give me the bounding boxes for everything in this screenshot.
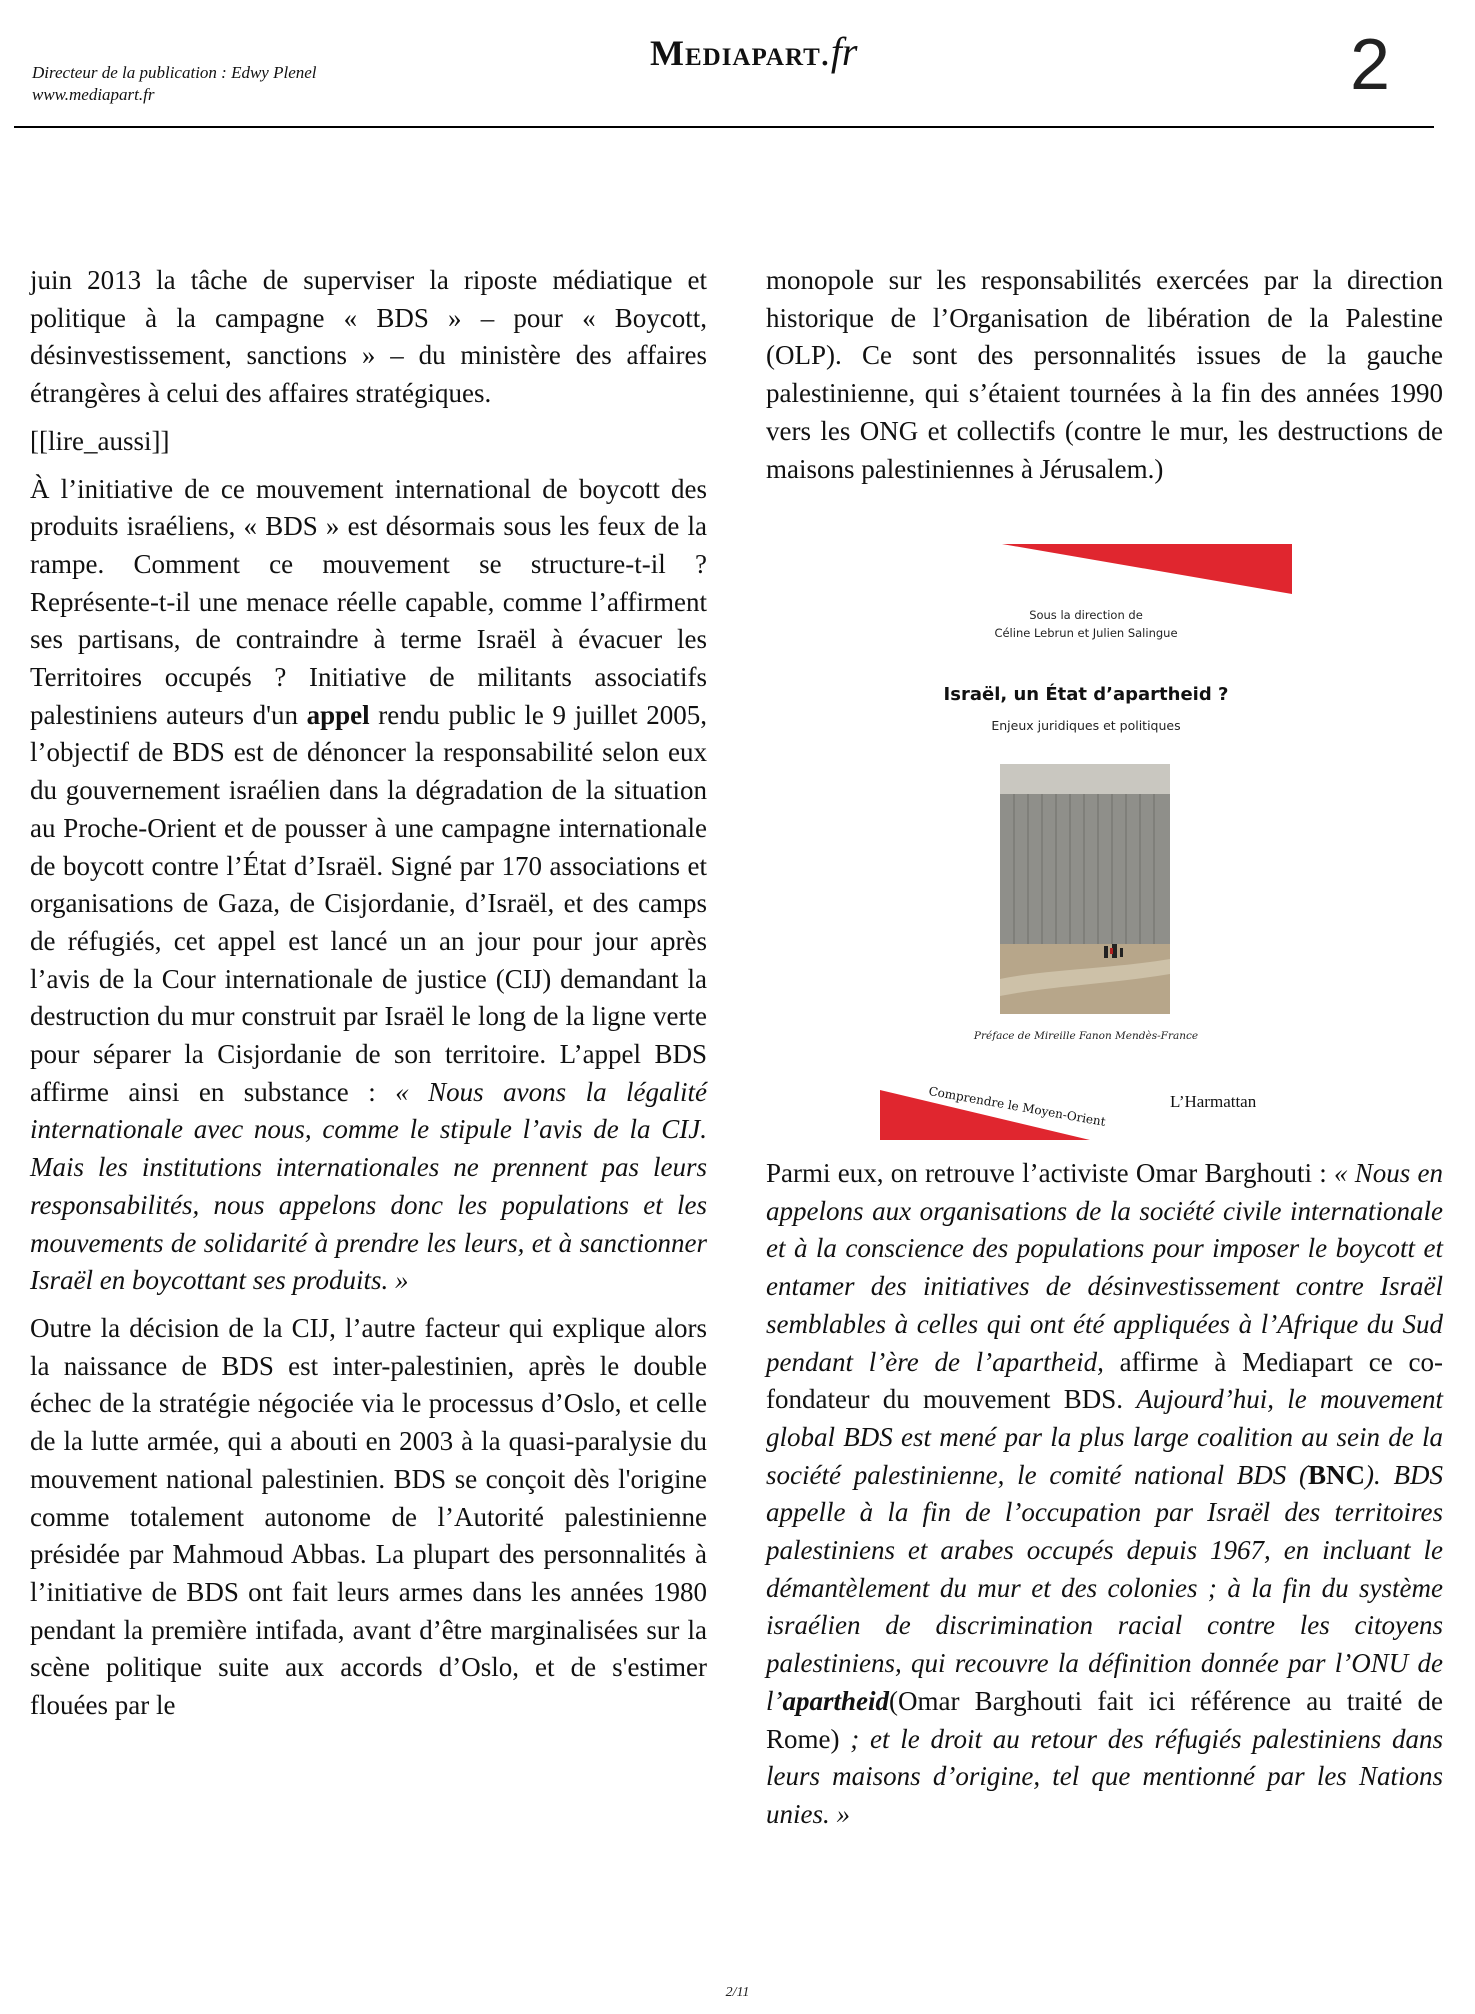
cover-direction-label: Sous la direction de [1029, 608, 1143, 622]
paragraph: monopole sur les responsabilités exercées par la direction historique de l’Organisation de libération de la Palestine (OLP). Ce sont des personnalités issues de la gauche palestinienne, qui s’étaient tournées à la fin des années 1990 vers les ONG et collectifs (contre le mur, les destructions de maisons palestiniennes à Jérusalem.) [766, 265, 1443, 484]
cover-title: Israël, un État d’apartheid ? [943, 684, 1229, 705]
quote: Aujourd’hui, le mouvement global BDS est mené par la plus large coalition au sein de la société palestinienne, le comité national BDS ( [766, 1384, 1443, 1490]
page-number: 2 [1350, 25, 1391, 105]
quote: ). BDS appelle à la fin de l’occupation par Israël des territoires palestiniens et arabes occupés depuis 1967, en incluant le démantèlement du mur et des colonies ; à la fin du système israélien de discrimination racial contre les citoyens palestiniens, qui recouvre la définition donnée par l’ONU de l’ [766, 1459, 1443, 1716]
masthead-logo [650, 28, 858, 75]
bnc-link[interactable]: BNC [1308, 1459, 1366, 1490]
website-url: www.mediapart.fr [32, 85, 155, 104]
paragraph: Outre la décision de la CIJ, l’autre facteur qui explique alors la naissance de BDS est inter-palestinien, après le double échec de la stratégie négociée via le processus d’Oslo, et celle de la lutte armée, qui a abouti en 2003 à la quasi-paralysie du mouvement national palestinien. BDS se conçoit dès l'origine comme totalement autonome de l’Autorité palestinienne présidée par Mahmoud Abbas. La plupart des personnalités à l’initiative de BDS ont fait leurs armes dans les années 1980 pendant la première intifada, avant d’être marginalisées sur la scène politique suite aux accords d’Oslo, et de s'estimer flouées par le [30, 1312, 707, 1721]
appel-link[interactable]: appel [306, 699, 370, 730]
cover-publisher-logo: L’Harmattan [1170, 1092, 1257, 1111]
masthead-name: Mediapart [650, 33, 821, 73]
paragraph-lire-aussi: [[lire_aussi]] [30, 425, 170, 456]
cover-series: Comprendre le Moyen-Orient [927, 1084, 1107, 1129]
cover-preface: Préface de Mireille Fanon Mendès-France [973, 1030, 1199, 1042]
left-column [30, 262, 707, 1735]
page-indicator: 2/11 [725, 1985, 750, 2000]
apartheid-link[interactable]: apartheid [782, 1685, 890, 1716]
cover-editors: Céline Lebrun et Julien Salingue [994, 626, 1178, 640]
quote: ; et le droit au retour des réfugiés palestiniens dans leurs maisons d’origine, tel que mentionné par les Nations unies. » [766, 1723, 1443, 1829]
paragraph: À l’initiative de ce mouvement international de boycott des produits israéliens, « BDS » est désormais sous les feux de la rampe. Comment ce mouvement se structure-t-il ? Représente-t-il une menace réelle capable, comme l’affirment ses partisans, de contraindre à terme Israël à évacuer les Territoires occupés ? Initiative de militants associatifs palestiniens auteurs d'un appel rendu public le 9 juillet 2005, l’objectif de BDS est de dénoncer la responsabilité selon eux du gouvernement israélien dans la dégradation de la situation au Proche-Orient et de pousser à une campagne internationale de boycott contre l’État d’Israël. Signé par 170 associations et organisations de Gaza, de Cisjordanie, d’Israël, et des camps de réfugiés, cet appel est lancé un an jour pour jour après l’avis de la Cour internationale de justice (CIJ) demandant la destruction du mur construit par Israël le long de la ligne verte pour séparer la Cisjordanie de son territoire. L’appel BDS affirme ainsi en substance : « Nous avons la légalité internationale avec nous, comme le stipule l’avis de la CIJ. Mais les institutions internationales ne prennent pas leurs responsabilités, nous appelons donc les populations et les mouvements de solidarité à prendre les leurs, et à sanctionner Israël en boycottant ses produits. » [30, 473, 707, 1296]
book-cover-image [880, 544, 1292, 1140]
publication-info [32, 62, 317, 106]
cover-subtitle: Enjeux juridiques et politiques [991, 718, 1181, 733]
paragraph: juin 2013 la tâche de superviser la riposte médiatique et politique à la campagne « BDS » – pour « Boycott, désinvestissement, sanctions » – du ministère des affaires étrangères à celui des affaires stratégiques. [30, 265, 707, 409]
publication-director: Directeur de la publication : Edwy Plenel [32, 63, 317, 82]
quote: « Nous avons la légalité internationale avec nous, comme le stipule l’avis de la CIJ. Mais les institutions internationales ne prennent pas leurs responsabilités, nous appelons donc les populations et les mouvements de solidarité à prendre les leurs, et à sanctionner Israël en boycottant ses produits. » [30, 1076, 707, 1296]
paragraph: Parmi eux, on retrouve l’activiste Omar Barghouti : « Nous en appelons aux organisations de la société civile internationale et à la conscience des populations pour imposer le boycott et entamer des initiatives de désinvestissement contre Israël semblables à celles qui ont été appliquées à l’Afrique du Sud pendant l’ère de l’apartheid, affirme à Mediapart ce co-fondateur du mouvement BDS. Aujourd’hui, le mouvement global BDS est mené par la plus large coalition au sein de la société palestinienne, le comité national BDS (BNC). BDS appelle à la fin de l’occupation par Israël des territoires palestiniens et arabes occupés depuis 1967, en incluant le démantèlement du mur et des colonies ; à la fin du système israélien de discrimination racial contre les citoyens palestiniens, qui recouvre la définition donnée par l’ONU de l’apartheid(Omar Barghouti fait ici référence au traité de Rome) ; et le droit au retour des réfugiés palestiniens dans leurs maisons d’origine, tel que mentionné par les Nations unies. » [766, 1158, 1443, 1829]
right-column [766, 262, 1443, 498]
cover-red-triangle-top [1002, 544, 1292, 594]
masthead-tld: .fr [820, 29, 858, 74]
right-column-continued [766, 1155, 1443, 1844]
header-divider [14, 126, 1434, 128]
cover-wall-photo [1000, 764, 1170, 1014]
quote: « Nous en appelons aux organisations de la société civile internationale et à la conscience des populations pour imposer le boycott et entamer des initiatives de désinvestissement contre Israël semblables à celles qui ont été appliquées à l’Afrique du Sud pendant l’ère de l’apartheid, [766, 1158, 1443, 1377]
